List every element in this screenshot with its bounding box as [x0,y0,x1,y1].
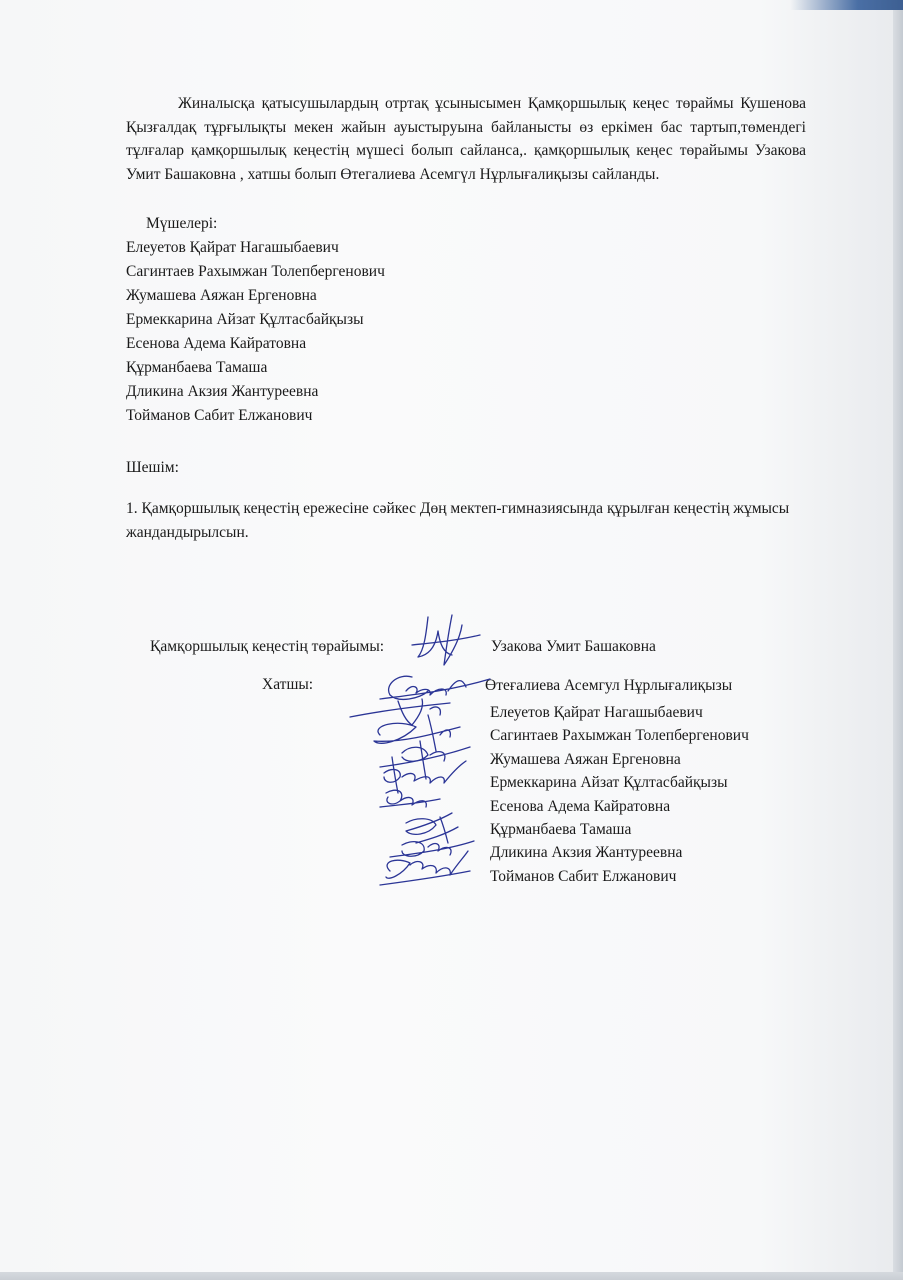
member-name: Сагинтаев Рахымжан Толепбергенович [126,263,385,280]
member-signature [350,699,450,725]
decision-heading: Шешім: [126,459,179,476]
page-edge [893,0,903,1280]
chair-signature [412,615,480,665]
secretary-label: Хатшы: [262,676,314,693]
member-signature [406,813,458,843]
secretary-signature [380,676,490,699]
signature-member-name: Сагинтаев Рахымжан Толепбергенович [490,727,749,745]
members-heading: Мүшелері: [146,215,218,232]
background-surface [790,0,903,10]
member-name: Елеуетов Қайрат Нагашыбаевич [126,239,339,256]
signature-member-name: Дликина Акзия Жантуреевна [490,844,683,862]
member-name: Ермеккарина Айзат Құлтасбайқызы [126,311,364,328]
signature-member-name: Есенова Адема Кайратовна [490,797,671,815]
secretary-name: Өтеғалиева Асемгул Нұрлығалиқызы [485,677,733,694]
page-bottom-edge [0,1272,903,1280]
handwritten-signatures [340,595,500,900]
member-name: Дликина Акзия Жантуреевна [126,383,319,400]
signature-member-name: Тойманов Сабит Елжанович [490,867,677,885]
signature-member-name: Ермеккарина Айзат Құлтасбайқызы [490,774,728,792]
decision-item: 1. Қамқоршылық кеңестің ережесіне сәйкес Дөң мектеп-гимназиясында құрылған кеңестің жұмысы жандандырылсын. [126,500,790,541]
chair-name: Узакова Умит Башаковна [491,638,656,655]
chair-label: Қамқоршылық кеңестің төрайымы: [150,638,385,655]
signature-member-name: Құрманбаева Тамаша [490,821,632,839]
member-name: Жумашева Аяжан Ергеновна [126,287,317,304]
signature-member-list [490,701,749,888]
member-signature [390,841,474,857]
member-name: Есенова Адема Кайратовна [126,335,307,352]
member-name: Тойманов Сабит Елжанович [126,407,313,424]
member-name: Құрманбаева Тамаша [126,359,268,376]
signature-member-name: Елеуетов Қайрат Нагашыбаевич [490,704,703,721]
members-list [126,236,385,428]
signature-member-name: Жумашева Аяжан Ергеновна [490,750,681,768]
member-signature [380,790,440,807]
intro-paragraph: Жиналысқа қатысушылардың отртақ ұсынысымен Қамқоршылық кеңес төраймы Кушенова Қызғалдақ тұрғылықты мекен жайын ауыстыруына байланысты өз еркімен бас тартып,төмендегі тұлғалар қамқоршылық кеңестің мүшесі болып сайланса,. қамқоршылық кеңес төрайымы Узакова Умит Башаковна , хатшы болып Өтегалиева Асемгүл Нұрлығалиқызы сайланды. [126,95,806,183]
member-signature [380,741,470,779]
member-signature [374,715,460,751]
